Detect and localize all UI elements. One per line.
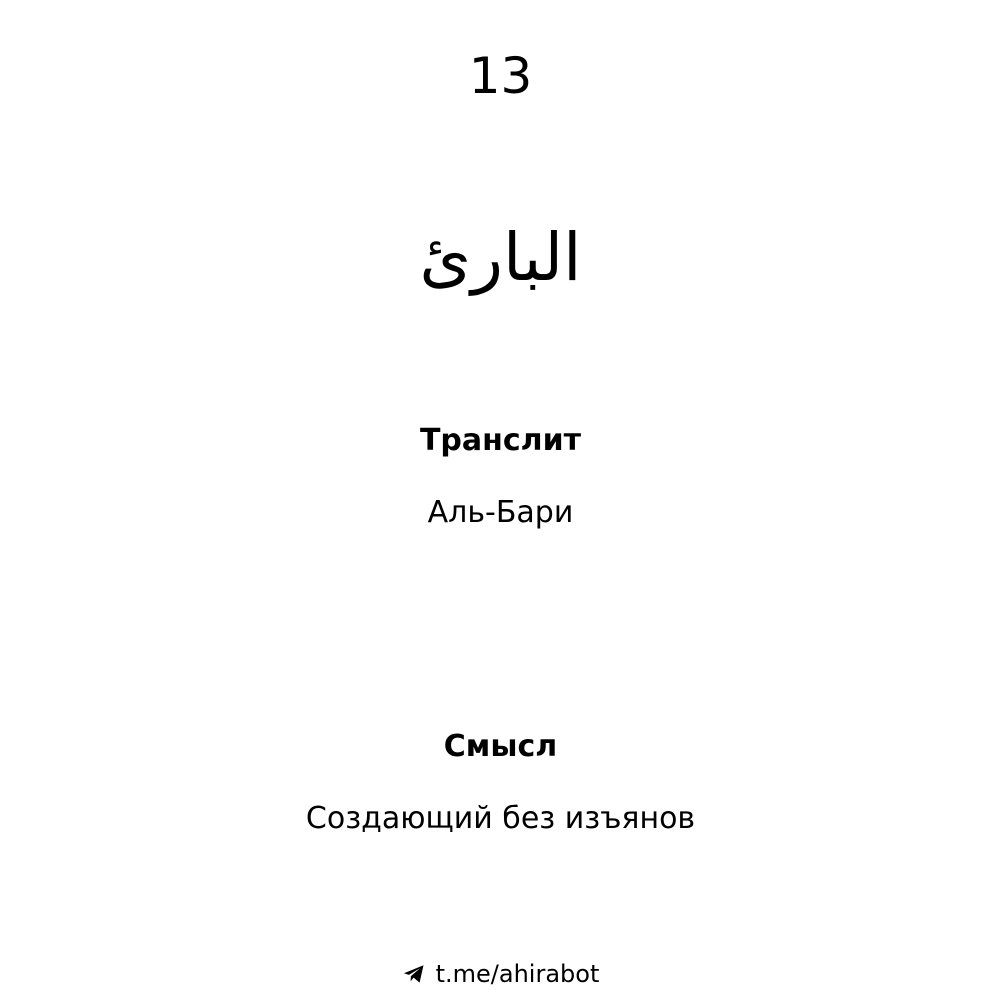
footer-link-text[interactable]: t.me/ahirabot [435,960,600,988]
meaning-label: Смысл [443,729,558,764]
translit-value: Аль-Бари [427,495,574,530]
telegram-icon [402,962,426,986]
footer-link[interactable] [0,958,1001,990]
name-number: 13 [468,47,533,105]
meaning-value: Создающий без изъянов [305,801,696,836]
translit-label: Транслит [419,423,582,458]
arabic-name: البارئ [419,219,582,296]
